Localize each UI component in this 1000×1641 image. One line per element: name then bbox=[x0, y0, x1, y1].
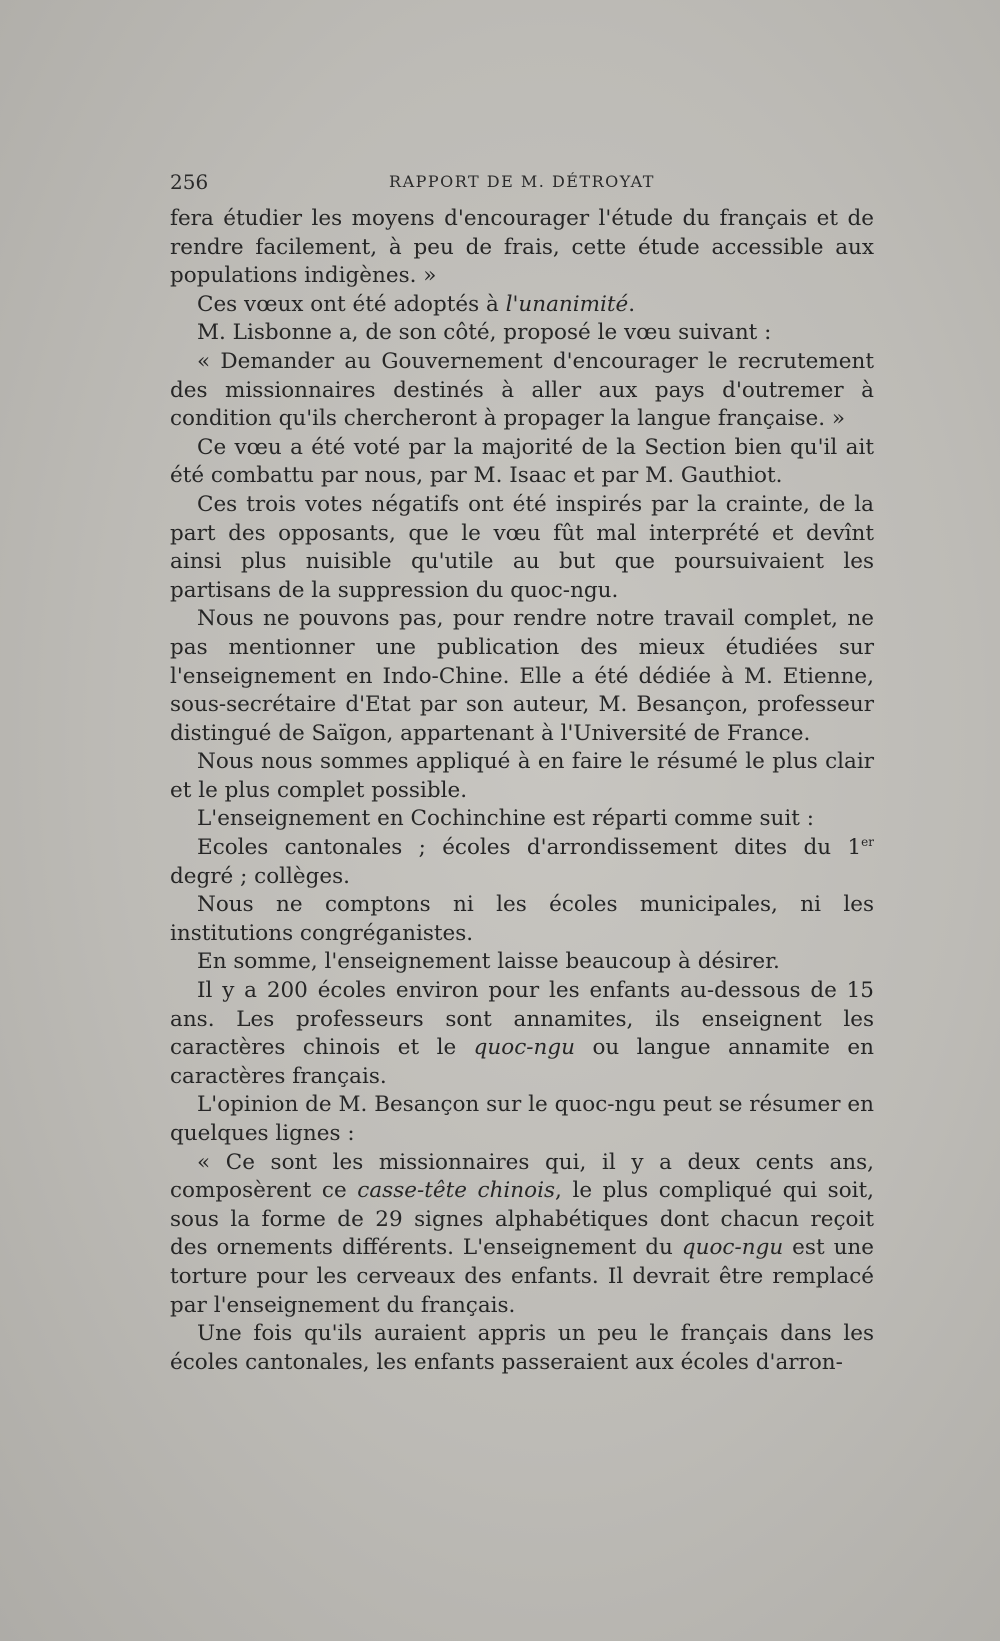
paragraph: « Demander au Gouvernement d'encourager le recrutement des missionnaires destinés à aller aux pays d'outremer à condition qu'ils chercheront à propager la langue française. » bbox=[170, 348, 874, 432]
running-title: RAPPORT DE M. DÉTROYAT bbox=[389, 172, 655, 191]
paragraph: Ces vœux ont été adoptés à l'unanimité. bbox=[197, 291, 636, 317]
paragraph: Une fois qu'ils auraient appris un peu le français dans les écoles cantonales, les enfants passeraient aux écoles d'arron- bbox=[170, 1321, 874, 1375]
paragraph: fera étudier les moyens d'encourager l'étude du français et de rendre facilement, à peu de frais, cette étude accessible aux populations indigènes. » bbox=[170, 206, 874, 289]
paragraph: L'opinion de M. Besançon sur le quoc-ngu peut se résumer en quelques lignes : bbox=[170, 1092, 874, 1146]
paragraph: Nous ne comptons ni les écoles municipales, ni les institutions congréganistes. bbox=[170, 892, 874, 946]
paragraph: En somme, l'enseignement laisse beaucoup à désirer. bbox=[197, 949, 780, 975]
paragraph: Nous nous sommes appliqué à en faire le résumé le plus clair et le plus complet possible. bbox=[170, 749, 874, 803]
page-number: 256 bbox=[170, 170, 209, 194]
paragraph: « Ce sont les missionnaires qui, il y a deux cents ans, composèrent ce casse-tête chinois, le plus compliqué qui soit, sous la forme de 29 signes alphabétiques dont chacun reçoit des ornements différents. L'enseignement du quoc-ngu est une torture pour les cerveaux des enfants. Il devrait être remplacé par l'enseignement du français. bbox=[170, 1149, 874, 1318]
paragraph: Ecoles cantonales ; écoles d'arrondissement dites du 1er degré ; collèges. bbox=[170, 834, 874, 889]
paragraph: L'enseignement en Cochinchine est réparti comme suit : bbox=[197, 806, 814, 832]
paragraph: Ce vœu a été voté par la majorité de la Section bien qu'il ait été combattu par nous, par M. Isaac et par M. Gauthiot. bbox=[170, 434, 874, 489]
paragraph: Nous ne pouvons pas, pour rendre notre travail complet, ne pas mentionner une publication des mieux étudiées sur l'enseignement en Indo-Chine. Elle a été dédiée à M. Etienne, sous-secrétaire d'Etat par son auteur, M. Besançon, professeur distingué de Saïgon, appartenant à l'Université de France. bbox=[170, 606, 874, 746]
body-text bbox=[170, 205, 874, 1377]
page-header bbox=[170, 170, 874, 196]
paragraph: Ces trois votes négatifs ont été inspirés par la crainte, de la part des opposants, que le vœu fût mal interprété et devînt ainsi plus nuisible qu'utile au but que poursuivaient les partisans de la suppression du quoc-ngu. bbox=[170, 491, 874, 603]
paragraph: M. Lisbonne a, de son côté, proposé le vœu suivant : bbox=[197, 320, 772, 346]
paragraph: Il y a 200 écoles environ pour les enfants au-dessous de 15 ans. Les professeurs sont annamites, ils enseignent les caractères chinois et le quoc-ngu ou langue annamite en caractères français. bbox=[170, 978, 874, 1089]
